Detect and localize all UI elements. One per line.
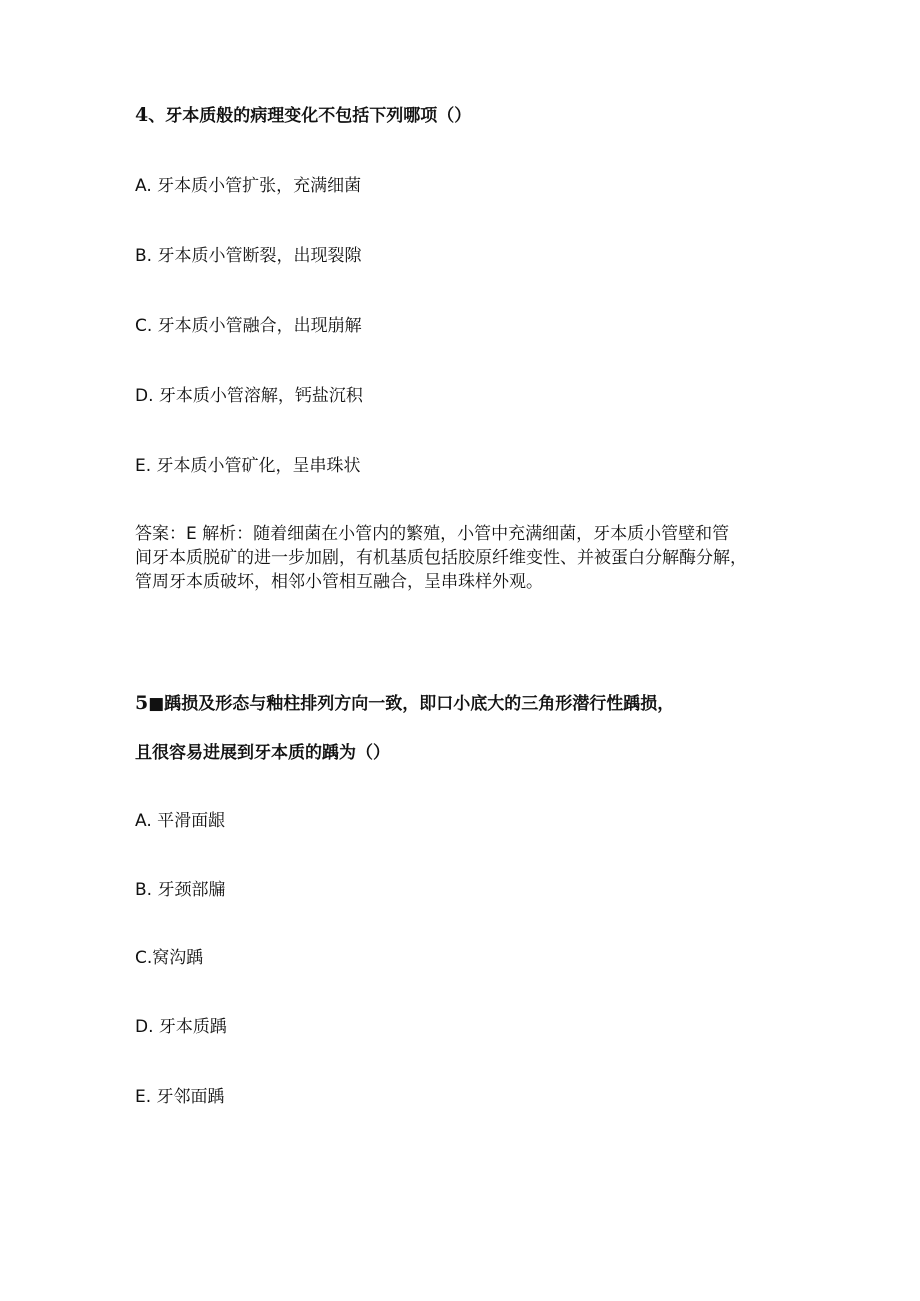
question-5-title [135, 692, 674, 715]
question-4-option-d: D. 牙本质小管溶解，钙盐沉积 [135, 386, 363, 406]
question-4-option-b: B. 牙本质小管断裂，出现裂隙 [135, 246, 362, 266]
answer-line-3: 管周牙本质破坏，相邻小管相互融合，呈串珠样外观。 [135, 572, 543, 592]
question-4-answer [135, 522, 790, 594]
question-4-option-c: C. 牙本质小管融合，出现崩解 [135, 316, 362, 336]
question-5-option-e: E. 牙邻面踽 [135, 1087, 225, 1107]
answer-line-2: 间牙本质脱矿的进一步加剧，有机基质包括胶原纤维变性、并被蛋白分解酶分解， [135, 548, 747, 568]
question-5-title-line2: 且很容易进展到牙本质的踽为（） [135, 743, 390, 763]
question-5-stem-line1: ■踽损及形态与釉柱排列方向一致，即口小底大的三角形潜行性踽损， [148, 694, 675, 714]
question-5-number: 5 [135, 692, 149, 714]
question-4-number: 4 [135, 104, 149, 126]
question-4-option-e: E. 牙本质小管矿化，呈串珠状 [135, 456, 361, 476]
question-5-option-a: A. 平滑面龈 [135, 811, 226, 831]
question-5-option-b: B. 牙颈部牖 [135, 880, 226, 900]
question-5-option-c: C.窝沟踽 [135, 948, 204, 968]
question-5-option-d: D. 牙本质踽 [135, 1017, 227, 1037]
question-4-stem: 、牙本质般的病理变化不包括下列哪项（） [148, 106, 472, 126]
question-4-option-a: A. 牙本质小管扩张，充满细菌 [135, 176, 362, 196]
answer-line-1: 答案：E 解析：随着细菌在小管内的繁殖，小管中充满细菌，牙本质小管壁和管 [135, 524, 730, 544]
question-4-title [135, 104, 471, 127]
